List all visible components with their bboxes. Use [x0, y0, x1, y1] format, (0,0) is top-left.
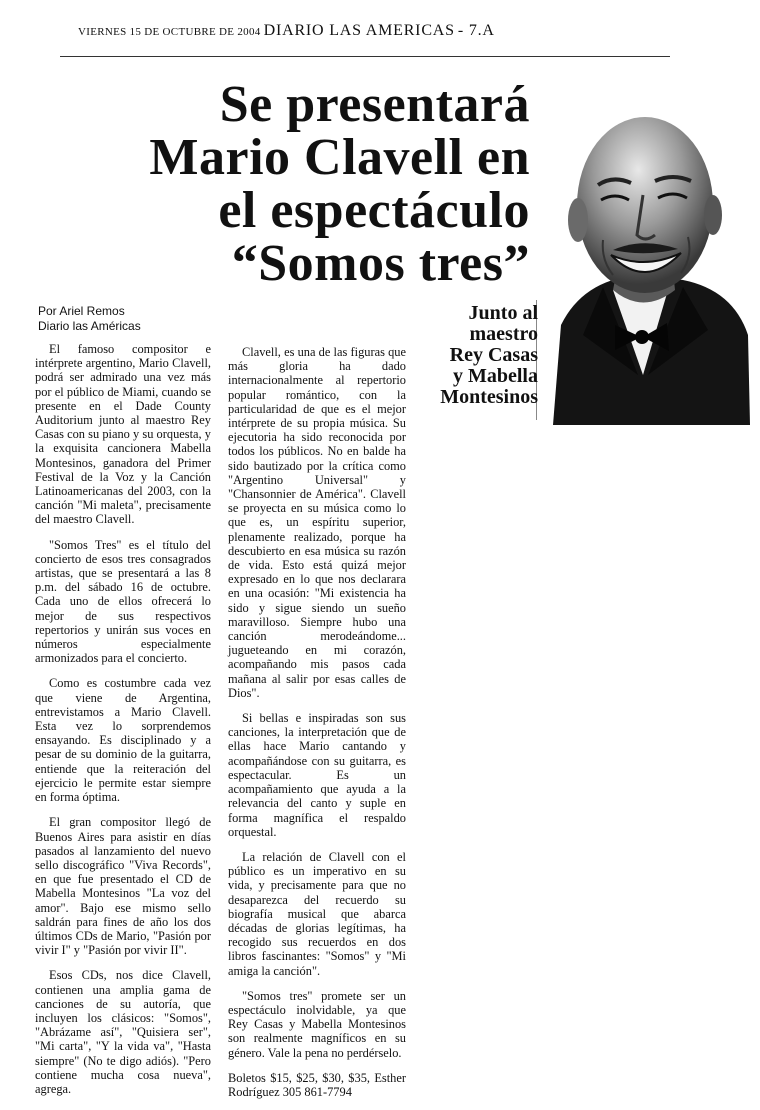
headline-line-1: Se presentará: [219, 76, 530, 133]
article-paragraph: El gran compositor llegó de Buenos Aires para asistir en días pasados al lanzamiento del nuevo sello discográfico "Viva Records", en que fue presentado el CD de Mabella Montesinos "La voz del amor". Bajo ese mismo sello saldrán para fines de año los dos últimos CDs de Mario, "Pasión por vivir I" y "Pasión por vivir II".: [35, 815, 211, 958]
article-paragraph: La relación de Clavell con el público es un imperativo en su vida, y precisamente para que no desaparezca del recuerdo su biografía musical que abarca décadas de glorias legítimas, ha recogido sus recuerdos en dos libros fascinantes: "Somos" y "Mi amiga la canción".: [228, 849, 406, 978]
article-paragraph: El famoso compositor e intérprete argentino, Mario Clavell, podrá ser admirado una vez más por el público de Miami, cuando se presente en el Dade County Auditorium junto al maestro Rey Casas con su piano y su orquesta, y la exquisita cancionera Mabella Montesinos, ganadora del Primer Festival de la Voz y la Canción Latinoamericanas del 2003, con la canción "Mi maleta", precisamente del maestro Clavell.: [35, 342, 211, 527]
headline-line-4: “Somos tres”: [231, 235, 530, 292]
deck-subhead: [414, 303, 538, 408]
headline-line-3: el espectáculo: [218, 182, 530, 239]
deck-line-5: Montesinos: [440, 386, 538, 408]
headline: [100, 78, 530, 290]
masthead-rule: [60, 56, 670, 57]
masthead: [78, 23, 528, 40]
ticket-info: Boletos $15, $25, $30, $35, Esther Rodríguez 305 861-7794: [228, 1070, 406, 1099]
article-paragraph: Esos CDs, nos dice Clavell, contienen una amplia gama de canciones de su autoría, que incluyen los clásicos: "Somos", "Abrázame así", "Quisiera ser", "Mi carta", "Y la vida va", "Hasta siempre" (No te digo adiós). "Pero contiene mucha cosa nueva", agrega.: [35, 968, 211, 1096]
masthead-page-number: - 7.A: [457, 22, 495, 39]
portrait-photo: [543, 75, 750, 425]
article-column-1: [35, 342, 211, 1107]
article-column-2: [228, 345, 406, 1110]
deck-line-4: y Mabella: [453, 365, 538, 387]
deck-line-1: Junto al: [468, 302, 538, 324]
masthead-date: VIERNES 15 DE OCTUBRE DE 2004: [78, 26, 261, 38]
article-paragraph: Clavell, es una de las figuras que más gloria ha dado internacionalmente al repertorio popular romántico, con la particularidad de que es el mejor intérprete de su propia música. Su ejecutoria ha sido reconocida por todos los públicos. No en balde ha sido bautizado por la crítica como "Argentino Universal" y "Chansonnier de América". Clavell se proyecta en su música como lo que es, un espíritu superior, plenamente realizado, porque ha descubierto en esa música su razón de vida. Esto está quizá mejor expresado en lo que nos declarara en una ocasión: "Mi existencia ha sido y sigue siendo un sueño maravilloso. Siempre hubo una canción merodeándome... jugueteando en mi corazón, acompañando mis pasos cada mañana al salir por esas calles de Dios".: [228, 345, 406, 700]
article-paragraph: Si bellas e inspiradas son sus canciones, la interpretación que de ellas hace Mario cantando y acompañándose con su guitarra, es espectacular. Es un acompañamiento que ayuda a la relevancia del canto y suple en forma magnífica el respaldo orquestal.: [228, 711, 406, 839]
article-paragraph: Como es costumbre cada vez que viene de Argentina, entrevistamos a Mario Clavell. Esta vez lo sorprendemos ensayando. Es disciplinado y a pesar de su dominio de la guitarra, entiende que la reiteración del ejercicio le permite estar siempre en forma óptima.: [35, 676, 211, 805]
byline: [38, 304, 238, 334]
deck-line-3: Rey Casas: [449, 344, 538, 366]
deck-line-2: maestro: [469, 323, 538, 345]
byline-outlet: Diario las Américas: [38, 319, 141, 333]
headline-line-2: Mario Clavell en: [149, 129, 530, 186]
byline-author: Por Ariel Remos: [38, 304, 125, 318]
article-paragraph: "Somos Tres" es el título del concierto de esos tres consagrados artistas, que se presentará a las 8 p.m. del sábado 16 de octubre. Cada uno de ellos ofrecerá lo mejor de sus respectivos repertorios y unirán sus voces en números especialmente armonizados para el concierto.: [35, 537, 211, 666]
article-paragraph: "Somos tres" promete ser un espectáculo inolvidable, ya que Rey Casas y Mabella Montesinos son realmente magníficos en su género. Vale la pena no perdérselo.: [228, 988, 406, 1060]
masthead-paper-name: DIARIO LAS AMERICAS: [263, 22, 455, 39]
